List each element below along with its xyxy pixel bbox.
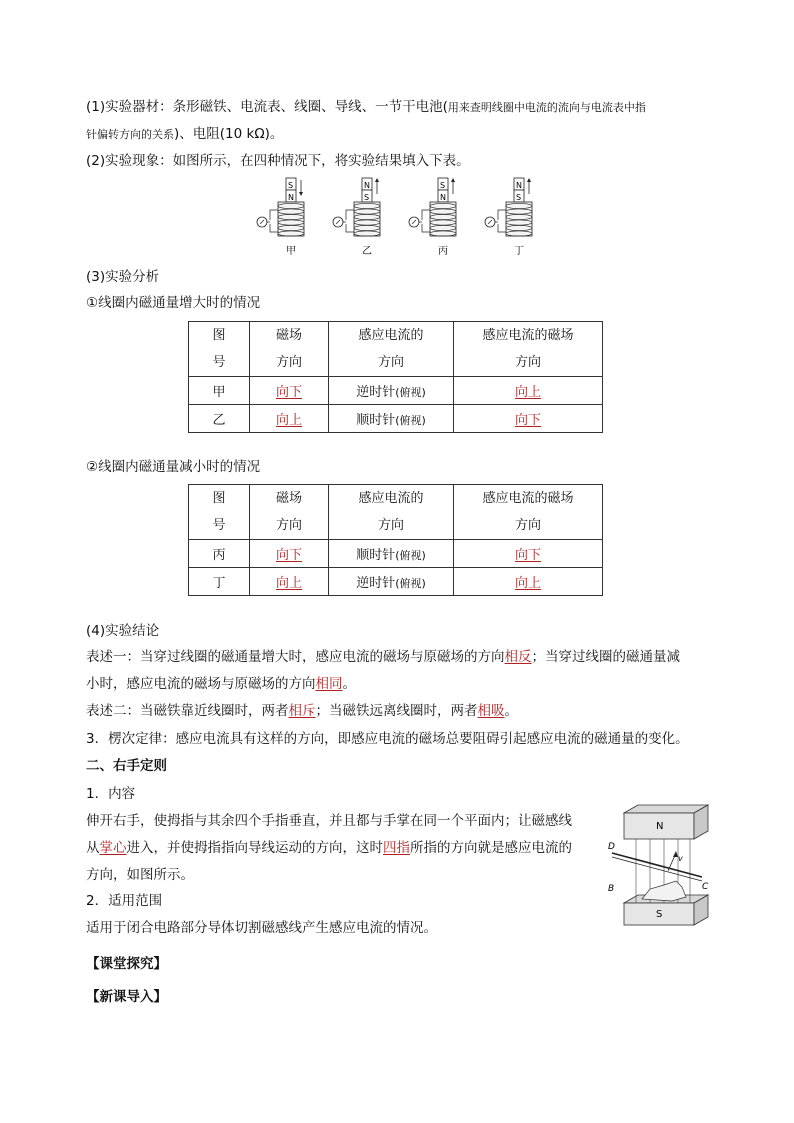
table-flux-decrease (188, 484, 603, 596)
case-decrease-heading: ②线圈内磁通量减小时的情况 (86, 459, 261, 475)
materials-note: 用来查明线圈中电流的流向与电流表中指 (447, 101, 646, 114)
statement-text: ；当磁铁远离线圈时，两者 (315, 703, 478, 719)
magnet-top-pole: S (288, 181, 294, 190)
header-current-direction: 感应电流的 方向 (329, 322, 454, 377)
magnet-bottom-pole: N (440, 193, 446, 202)
magnet-top-pole: S (440, 181, 446, 190)
point-b-label: B (608, 884, 615, 894)
pole-s-label: S (656, 909, 663, 920)
materials-note-2: 针偏转方向的关系 (86, 128, 174, 141)
figure-label: 丙 (438, 246, 448, 257)
pole-n-label: N (656, 821, 664, 832)
cell-induced: 向上 (514, 385, 541, 400)
analysis-heading: (3)实验分析 (86, 269, 160, 285)
view-note: (俯视) (395, 549, 426, 562)
scope-text: 适用于闭合电路部分导体切割磁感线产生感应电流的情况。 (86, 920, 437, 936)
view-note: (俯视) (395, 577, 426, 590)
cell-field: 向下 (275, 548, 302, 563)
cell-figure: 丁 (189, 568, 250, 596)
cell-figure: 丙 (189, 540, 250, 568)
statement-2 (86, 700, 518, 722)
figure-label: 甲 (286, 246, 296, 257)
statement-text: 表述一：当穿过线圈的磁通量增大时，感应电流的磁场与原磁场的方向 (86, 649, 505, 665)
point-c-label: C (702, 882, 709, 892)
figure-label: 乙 (362, 246, 372, 257)
subheading-scope: 2．适用范围 (86, 893, 163, 909)
header-figure: 图 号 (189, 322, 250, 377)
table-row (189, 377, 603, 405)
table-row (189, 540, 603, 568)
statement-1-line-1 (86, 646, 680, 668)
header-induced-field-direction: 感应电流的磁场 方向 (454, 322, 603, 377)
magnet-top-pole: N (516, 181, 522, 190)
figure-label: 丁 (514, 246, 524, 257)
velocity-label: v (678, 854, 683, 863)
magnet-bottom-pole: S (364, 193, 370, 202)
cell-induced: 向上 (514, 576, 541, 591)
phenomenon-line: (2)实验现象：如图所示，在四种情况下，将实验结果填入下表。 (86, 153, 470, 169)
rule-line-2 (86, 837, 572, 859)
view-note: (俯视) (395, 414, 426, 427)
rule-text: 进入，并使拇指指向导线运动的方向，这时 (126, 840, 383, 856)
cell-field: 向上 (275, 413, 302, 428)
answer-four-fingers: 四指 (383, 840, 410, 856)
statement-1-line-2 (86, 673, 356, 695)
answer-palm: 掌心 (99, 840, 127, 856)
coil-setup-4 (485, 178, 532, 257)
rule-line-3: 方向，如图所示。 (86, 867, 194, 883)
materials-line-1 (86, 96, 646, 119)
materials-text: (1)实验器材：条形磁铁、电流表、线圈、导线、一节干电池( (86, 99, 448, 115)
statement-text: 小时，感应电流的磁场与原磁场的方向 (86, 676, 316, 692)
heading-classroom-inquiry: 【课堂探究】 (86, 956, 167, 972)
magnet-top-pole: N (364, 181, 370, 190)
statement-text: 。 (342, 676, 356, 692)
magnet-bottom-pole: S (516, 193, 522, 202)
view-note: (俯视) (395, 386, 426, 399)
coil-setup-1 (257, 178, 304, 257)
rule-line-1: 伸开右手，使拇指与其余四个手指垂直，并且都与手掌在同一个平面内；让磁感线 (86, 813, 572, 829)
cell-current: 逆时针 (356, 576, 396, 591)
table-flux-increase (188, 321, 603, 433)
coil-setup-2 (333, 178, 380, 257)
header-current-direction: 感应电流的 方向 (329, 485, 454, 540)
conclusion-heading: (4)实验结论 (86, 623, 160, 639)
magnet-bottom-pole: N (288, 193, 294, 202)
answer-attract: 相吸 (477, 703, 505, 719)
right-hand-rule-figure (606, 803, 716, 927)
coil-experiment-figure (252, 176, 542, 260)
table-row (189, 568, 603, 596)
subheading-content: 1．内容 (86, 786, 136, 802)
cell-current: 顺时针 (356, 548, 396, 563)
statement-text: 表述二：当磁铁靠近线圈时，两者 (86, 703, 289, 719)
table-row (189, 405, 603, 433)
cell-current: 顺时针 (356, 413, 396, 428)
answer-opposite: 相反 (504, 649, 532, 665)
header-induced-field-direction: 感应电流的磁场 方向 (454, 485, 603, 540)
cell-field: 向上 (275, 576, 302, 591)
cell-figure: 乙 (189, 405, 250, 433)
cell-field: 向下 (275, 385, 302, 400)
point-d-label: D (608, 842, 615, 852)
statement-text: ；当穿过线圈的磁通量减 (531, 649, 680, 665)
cell-induced: 向下 (514, 413, 541, 428)
header-field-direction: 磁场 方向 (250, 322, 329, 377)
lenz-law: 3．楞次定律：感应电流具有这样的方向，即感应电流的磁场总要阻碍引起感应电流的磁通量的变化。 (86, 731, 689, 747)
coil-setup-3 (409, 178, 456, 257)
header-figure: 图 号 (189, 485, 250, 540)
materials-suffix: )、电阻(10 kΩ)。 (174, 126, 284, 142)
section-right-hand-rule: 二、右手定则 (86, 758, 167, 774)
answer-same: 相同 (315, 676, 343, 692)
cell-induced: 向下 (514, 548, 541, 563)
answer-repel: 相斥 (288, 703, 316, 719)
cell-current: 逆时针 (356, 385, 396, 400)
rule-text: 从 (86, 840, 100, 856)
materials-line-2 (86, 123, 283, 146)
rule-text: 所指的方向就是感应电流的 (410, 840, 572, 856)
case-increase-heading: ①线圈内磁通量增大时的情况 (86, 295, 261, 311)
header-field-direction: 磁场 方向 (250, 485, 329, 540)
heading-new-lesson: 【新课导入】 (86, 989, 167, 1005)
statement-text: 。 (504, 703, 518, 719)
cell-figure: 甲 (189, 377, 250, 405)
